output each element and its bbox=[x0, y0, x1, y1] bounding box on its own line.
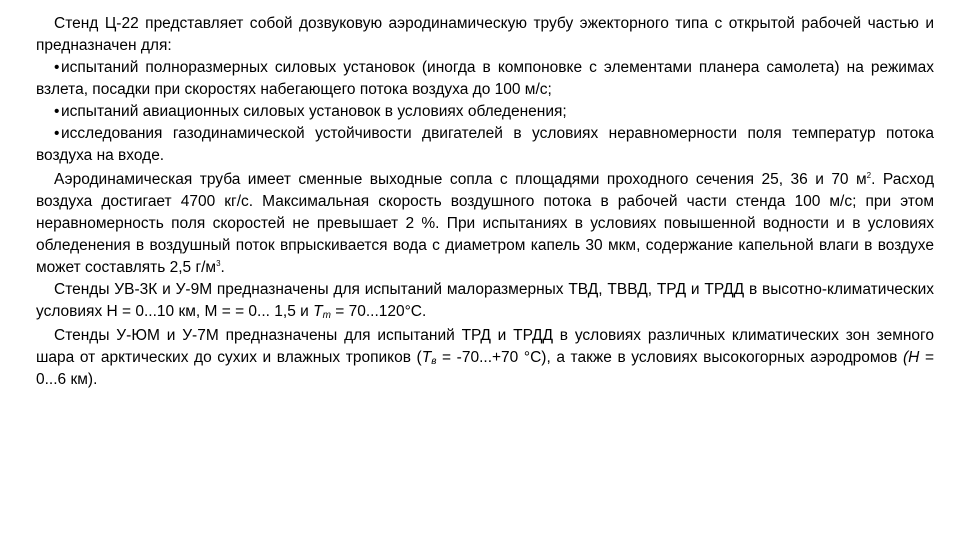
paragraph-climate-stands bbox=[36, 325, 934, 391]
text-segment: . Расход воздуха достигает 4700 кг/с. Максимальная скорость воздушного потока в рабочей части стенда 100 м/с; при этом неравномерность поля скоростей не превышает 2 %. При испытаниях в условиях повышенной водности и в условиях обледенения в воздушный поток впрыскивается вода с диаметром капель 30 мкм, содержание капельной влаги в воздухе может составлять 2,5 г/м bbox=[36, 171, 934, 276]
bullet-icon: • bbox=[54, 103, 60, 120]
bullet-icon: • bbox=[54, 59, 60, 76]
text-segment: = -70...+70 °С), а также в условиях высокогорных аэродромов bbox=[436, 349, 904, 366]
text-segment: . bbox=[220, 259, 225, 276]
subscript: т bbox=[322, 310, 331, 321]
intro-text: Стенд Ц-22 представляет собой дозвуковую аэродинамическую трубу эжекторного типа с открытой рабочей частью и предназначен для: bbox=[36, 15, 934, 54]
symbol-h: (Н bbox=[903, 349, 920, 366]
superscript: 2 bbox=[866, 171, 872, 180]
list-item-text: испытаний авиационных силовых установок в условиях обледенения; bbox=[61, 103, 567, 120]
text-segment: Стенды УВ-3К и У-9М предназначены для испытаний малоразмерных ТВД, ТВВД, ТРД и ТРДД в высотно-климатических условиях Н = 0...10 км, М = = 0... 1,5 и bbox=[36, 281, 934, 320]
bullet-icon: • bbox=[54, 125, 60, 142]
list-item bbox=[36, 123, 934, 167]
symbol-t: Т bbox=[421, 349, 432, 366]
text-segment: Стенды У-ЮМ и У-7М предназначены для испытаний ТРД и ТРДД в условиях различных климатических зон земного шара от арктических до сухих и влажных тропиков ( bbox=[36, 327, 934, 366]
text-segment: Аэродинамическая труба имеет сменные выходные сопла с площадями проходного сечения 25, 36 и 70 м bbox=[54, 171, 867, 188]
superscript: 3 bbox=[216, 259, 221, 268]
text-segment: = 0...6 км). bbox=[36, 349, 935, 388]
list-item-text: испытаний полноразмерных силовых установок (иногда в компоновке с элементами планера самолета) на режимах взлета, посадки при скоростях набегающего потока воздуха до 100 м/с; bbox=[36, 59, 934, 98]
subscript: в bbox=[431, 356, 437, 367]
document-body bbox=[36, 13, 934, 391]
paragraph-intro bbox=[36, 13, 934, 57]
list-item-text: исследования газодинамической устойчивости двигателей в условиях неравномерности поля температур потока воздуха на входе. bbox=[36, 125, 934, 164]
list-item bbox=[36, 101, 934, 123]
paragraph-altitude-stands bbox=[36, 279, 934, 323]
paragraph-wind-tunnel bbox=[36, 169, 934, 279]
text-segment: = 70...120°С. bbox=[330, 303, 427, 320]
symbol-t: T bbox=[313, 303, 323, 320]
list-item bbox=[36, 57, 934, 101]
